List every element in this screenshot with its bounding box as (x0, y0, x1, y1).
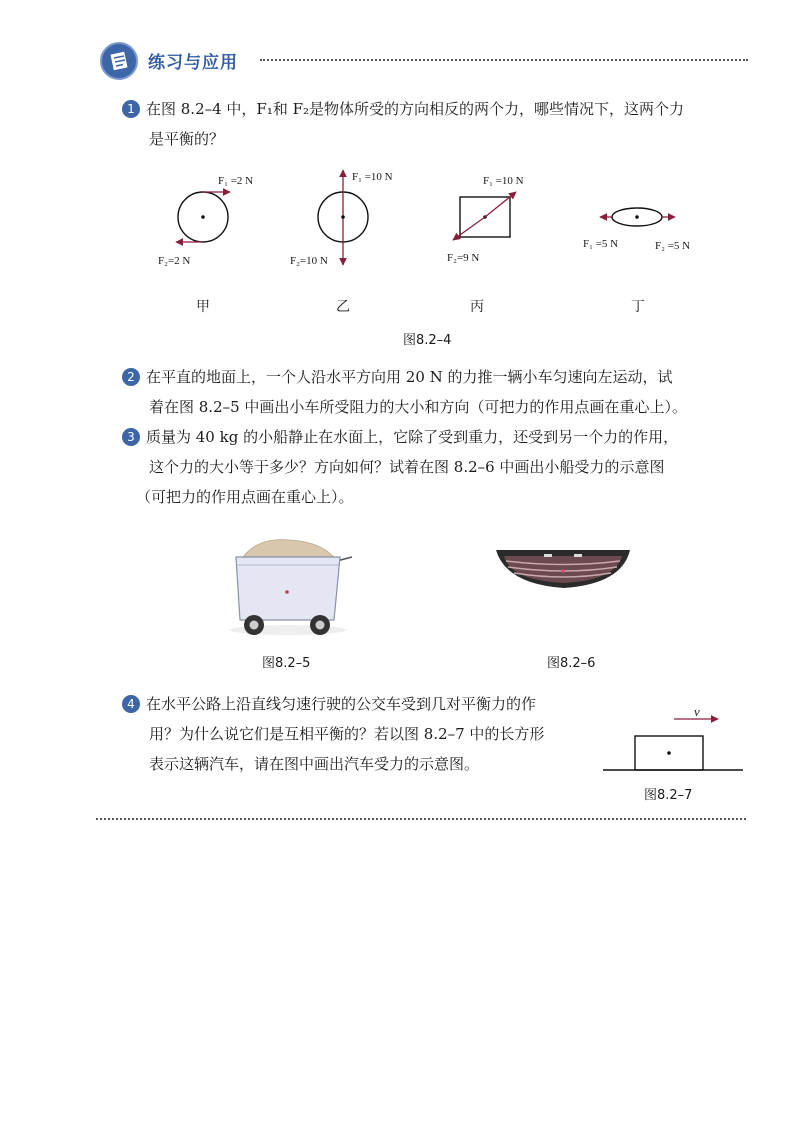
figure-caption: 图8.2–4 (403, 333, 452, 348)
force-label: F₂=10 N (290, 255, 328, 267)
question-number: 3 (122, 428, 140, 446)
force-label: F₂=2 N (158, 255, 191, 267)
question-number: 2 (122, 368, 140, 386)
header-divider (260, 59, 748, 61)
question-text-line: 用？为什么说它们是互相平衡的？若以图 8.2–7 中的长方形 (149, 725, 545, 743)
question-text-line: 在平直的地面上，一个人沿水平方向用 20 N 的力推一辆小车匀速向左运动，试 (146, 368, 673, 386)
figure-label-ding: 丁 (631, 299, 645, 315)
figure-label-yi: 乙 (336, 299, 350, 315)
force-label: F₁ =5 N (583, 238, 619, 250)
question-3 (122, 422, 762, 512)
bottom-divider (96, 818, 746, 820)
question-1 (122, 94, 762, 154)
question-text-line: 这个力的大小等于多少？方向如何？试着在图 8.2–6 中画出小船受力的示意图 (149, 458, 665, 476)
velocity-label: v (694, 704, 700, 719)
question-text-line: 表示这辆汽车，请在图中画出汽车受力的示意图。 (149, 755, 480, 773)
figure-8-2-7 (600, 700, 750, 780)
cart-figure (228, 532, 358, 642)
question-2 (122, 362, 762, 422)
figure-caption: 图8.2–5 (262, 656, 311, 671)
question-text-line: （可把力的作用点画在重心上）。 (136, 488, 354, 506)
figure-ding (600, 208, 675, 226)
force-label: F₁ =2 N (218, 175, 254, 187)
question-4 (122, 689, 602, 779)
figure-caption: 图8.2–7 (644, 788, 693, 803)
section-header (100, 40, 750, 80)
section-title: 练习与应用 (148, 53, 238, 73)
exercise-icon (100, 42, 138, 80)
question-text-line: 质量为 40 kg 的小船静止在水面上，它除了受到重力，还受到另一个力的作用， (146, 428, 679, 446)
question-number: 4 (122, 695, 140, 713)
boat-figure (494, 544, 634, 594)
force-label: F₂ =5 N (655, 240, 691, 252)
question-text-line: 是平衡的？ (149, 130, 225, 148)
page (30, 0, 762, 1060)
force-label: F₁ =10 N (483, 175, 524, 187)
figure-bing (453, 192, 516, 240)
figure-label-jia: 甲 (196, 299, 210, 315)
figure-caption: 图8.2–6 (547, 656, 596, 671)
figure-jia (176, 192, 230, 242)
figure-yi (318, 170, 368, 265)
force-label: F₁ =10 N (352, 171, 393, 183)
question-number: 1 (122, 100, 140, 118)
question-text-line: 在图 8.2–4 中，F₁和 F₂是物体所受的方向相反的两个力，哪些情况下，这两个力 (146, 100, 685, 118)
figure-8-2-4 (140, 160, 730, 280)
force-label: F₂=9 N (447, 252, 480, 264)
question-text-line: 着在图 8.2–5 中画出小车所受阻力的大小和方向（可把力的作用点画在重心上）。 (149, 398, 687, 416)
figure-label-bing: 丙 (470, 299, 484, 315)
question-text-line: 在水平公路上沿直线匀速行驶的公交车受到几对平衡力的作 (146, 695, 537, 713)
